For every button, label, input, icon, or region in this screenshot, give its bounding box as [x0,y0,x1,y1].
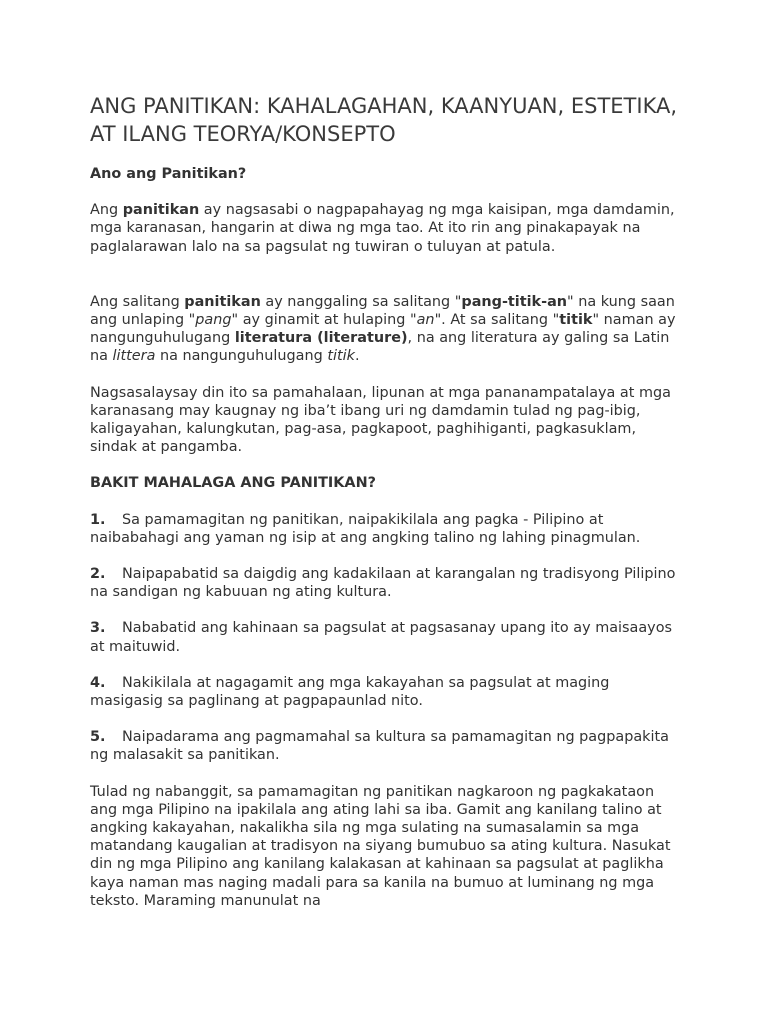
text-run: " na kung saan ang unlaping " [90,293,675,329]
blank-line [90,274,680,293]
bold-term: pang-titik-an [461,293,568,310]
paragraph-etymology [90,293,680,366]
text-run: ay nagsasabi o nagpapahayag ng mga kaisipan, mga damdamin, mga karanasan, hangarin at diwa ng mga tao. At ito rin ang pinakapayak na paglalarawan lalo na sa pagsulat ng tuwiran o tuluyan at patula. [90,202,675,255]
paragraph-themes: Nagsasalaysay din ito sa pamahalaan, lipunan at mga pananampatalaya at mga karanasang may kaugnay ng iba’t ibang uri ng damdamin tulad ng pag-ibig, kaligayahan, kalungkutan, pag-asa, pagkapoot, paghihiganti, pagkasuklam, sindak at pangamba. [90,384,671,456]
section-heading-bakit: BAKIT MAHALAGA ANG PANITIKAN? [90,475,376,492]
bold-term: titik [559,312,593,329]
document-title: ANG PANITIKAN: KAHALAGAHAN, KAANYUAN, ESTETIKA, AT ILANG TEORYA/KONSEPTO [90,94,678,146]
text-run: ". At sa salitang " [434,312,560,329]
text-run: " naman ay nangunguhulugang [90,312,676,347]
text-run: Ang salitang [90,293,185,310]
paragraph-conclusion: Tulad ng nabanggit, sa pamamagitan ng panitikan nagkaroon ng pagkakataon ang mga Pilipino na ipakilala ang ating lahi sa iba. Gamit ang kanilang talino at angking kakayahan, nakalikha sila ng mga sulating na sumasalamin sa mga matandang kaugalian at tradisyon na siyang bumubuo sa ating kultura. Nasukat din ng mga Pilipino ang kanilang kalakasan at kahinaan sa pagsulat at paglikha kaya naman mas naging madali para sa kanila na bumuo at luminang ng mga teksto. Maraming manunulat na [90,783,671,909]
text-run: , na ang literatura ay galing sa Latin na [90,330,670,365]
list-item [90,674,680,710]
italic-term: titik [327,348,355,365]
item-number: 3. [90,620,106,637]
item-text: Naipapabatid sa daigdig ang kadakilaan at karangalan ng tradisyong Pilipino na sandigan ng kabuuan ng ating kultura. [90,566,676,601]
list-item [90,728,680,764]
document-page [90,92,680,928]
item-text: Nababatid ang kahinaan sa pagsulat at pagsasanay upang ito ay maisaayos at maituwid. [90,620,672,655]
item-number: 4. [90,674,106,691]
text-run: na nangunguhulugang [155,348,328,365]
item-text: Nakikilala at nagagamit ang mga kakayahan sa pagsulat at maging masigasig sa paglinang at pagpapaunlad nito. [90,674,610,710]
text-run: Ang [90,202,123,219]
paragraph-definition [90,201,680,256]
list-item [90,565,680,601]
list-item [90,619,680,655]
bold-term: literatura (literature) [234,330,408,347]
bold-term: panitikan [122,202,200,219]
section-heading-ano: Ano ang Panitikan? [90,166,247,182]
italic-term: littera [112,348,156,365]
italic-term: an [416,312,435,329]
item-number: 1. [90,511,106,528]
text-run: ay nanggaling sa salitang " [260,293,462,310]
item-number: 2. [90,566,106,583]
italic-term: pang [195,312,232,329]
text-run: . [354,348,360,365]
text-run: " ay ginamit at hulaping " [231,312,417,329]
item-number: 5. [90,729,106,746]
item-text: Naipadarama ang pagmamahal sa kultura sa pamamagitan ng pagpapakita ng malasakit sa panitikan. [90,729,669,764]
item-text: Sa pamamagitan ng panitikan, naipakikilala ang pagka - Pilipino at naibabahagi ang yaman ng isip at ang angking talino ng lahing pinagmulan. [90,511,641,546]
list-item [90,511,680,547]
bold-term: panitikan [184,293,261,310]
